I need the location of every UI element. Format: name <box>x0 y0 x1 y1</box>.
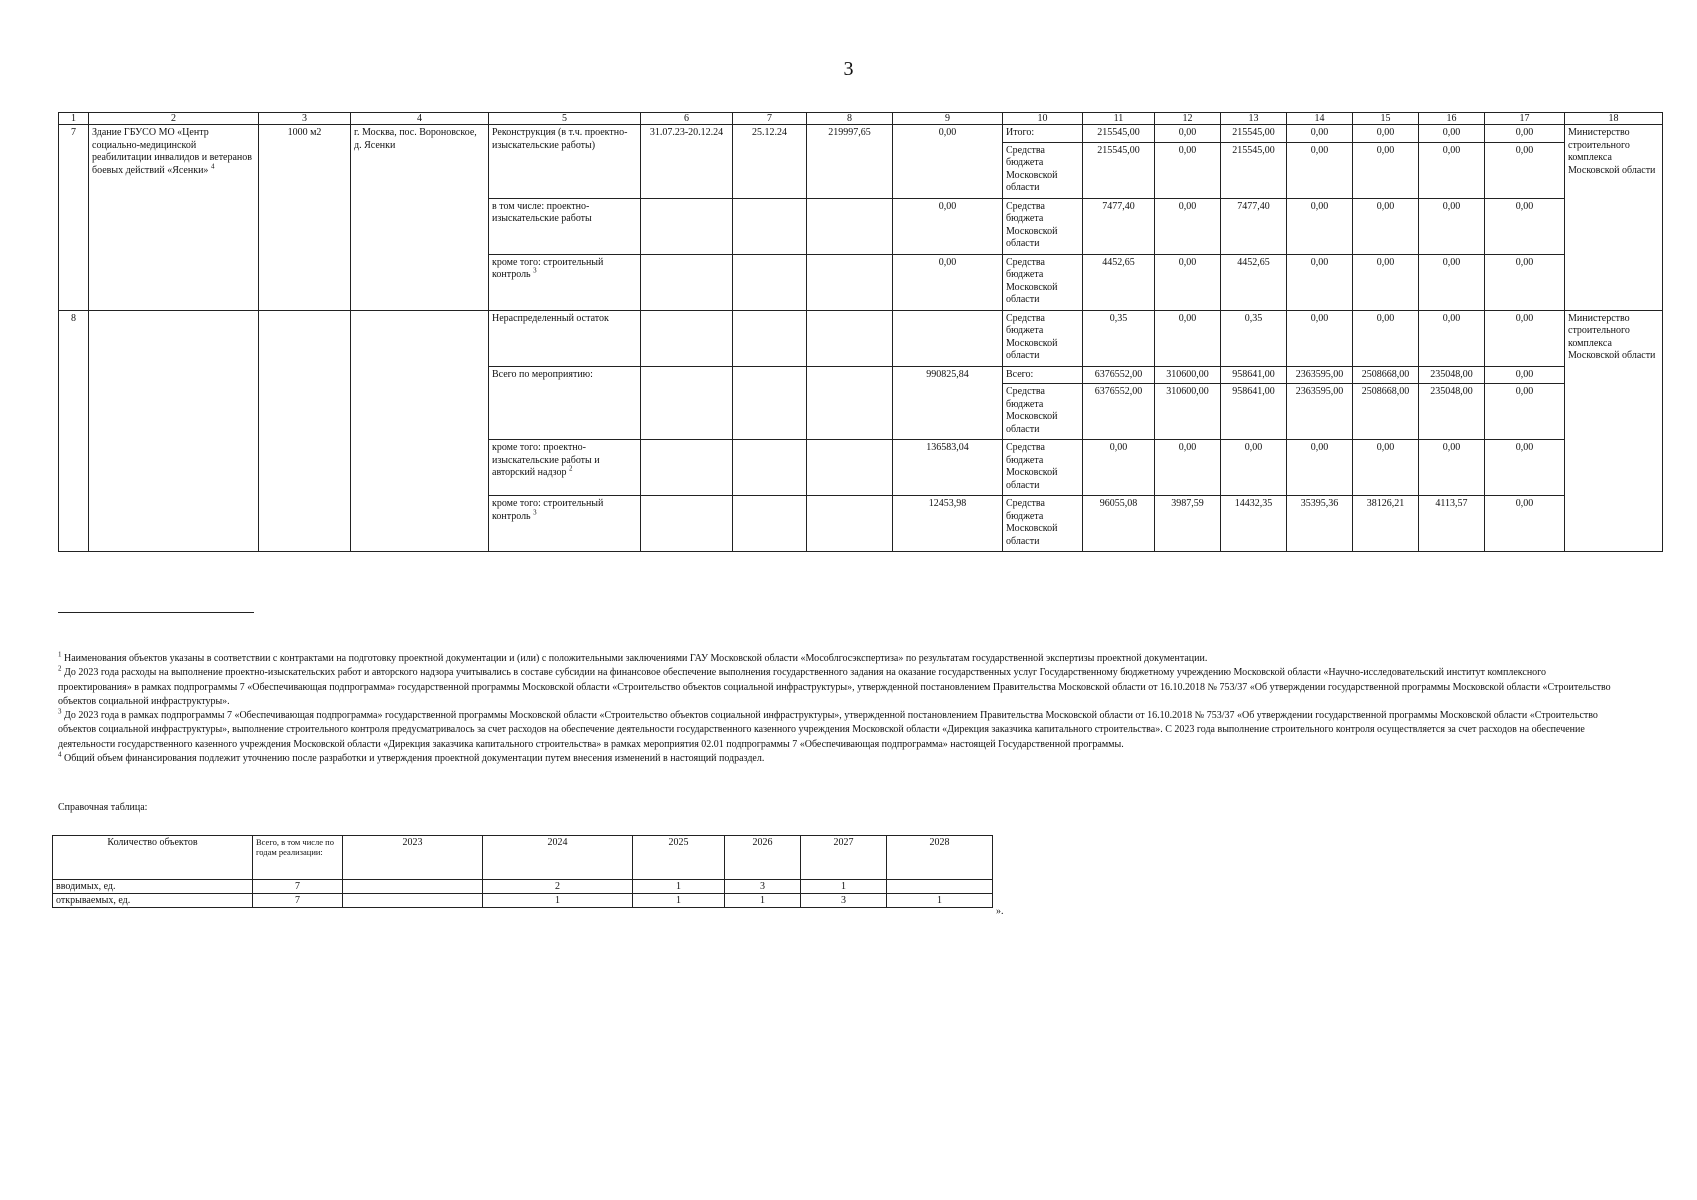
amount-cell: 0,00 <box>1485 366 1565 384</box>
amount-cell: 4452,65 <box>1221 254 1287 310</box>
amount-cell: 0,00 <box>1155 310 1221 366</box>
ref-cell <box>343 894 483 908</box>
funding-source: Средства бюджета Московской области <box>1003 142 1083 198</box>
column-number: 18 <box>1565 113 1663 125</box>
amount-cell: 0,00 <box>1485 384 1565 440</box>
amount-cell: 0,00 <box>1287 440 1353 496</box>
amount-cell: 14432,35 <box>1221 496 1287 552</box>
ref-cell: 1 <box>633 880 725 894</box>
ref-header: 2024 <box>483 836 633 880</box>
footnote: $^4$ Общий объем финансирования подлежит уточнению после разработки и утверждения проектной документации путем внесения изменений в настоящий подраздел. <box>58 750 765 765</box>
object-address <box>351 310 489 552</box>
financed-before: 0,00 <box>893 125 1003 199</box>
financing-table <box>58 112 1663 552</box>
period <box>641 198 733 254</box>
amount-cell: 0,00 <box>1155 198 1221 254</box>
amount-cell: 215545,00 <box>1083 142 1155 198</box>
funding-source: Всего: <box>1003 366 1083 384</box>
amount-cell: 0,00 <box>1419 142 1485 198</box>
ref-cell: 1 <box>801 880 887 894</box>
column-number: 7 <box>733 113 807 125</box>
amount-cell: 310600,00 <box>1155 384 1221 440</box>
amount-cell: 0,00 <box>1485 440 1565 496</box>
amount-cell: 0,00 <box>1287 142 1353 198</box>
funding-source: Средства бюджета Московской области <box>1003 440 1083 496</box>
amount-cell: 0,35 <box>1221 310 1287 366</box>
estimated-cost <box>807 496 893 552</box>
estimated-cost <box>807 198 893 254</box>
ref-cell: 7 <box>253 894 343 908</box>
work-type <box>489 440 641 496</box>
amount-cell: 0,35 <box>1083 310 1155 366</box>
amount-cell: 0,00 <box>1419 254 1485 310</box>
amount-cell: 6376552,00 <box>1083 366 1155 384</box>
amount-cell: 3987,59 <box>1155 496 1221 552</box>
closing-quote: ». <box>996 906 1004 917</box>
work-type-text: кроме того: проектно-изыскательские работы и авторский надзор <box>492 442 600 478</box>
column-number: 3 <box>259 113 351 125</box>
ref-cell <box>343 880 483 894</box>
amount-cell: 35395,36 <box>1287 496 1353 552</box>
column-number: 13 <box>1221 113 1287 125</box>
page-number: 3 <box>843 58 854 80</box>
ref-row-label: вводимых, ед. <box>53 880 253 894</box>
ref-cell: 2 <box>483 880 633 894</box>
object-area <box>259 310 351 552</box>
funding-source: Средства бюджета Московской области <box>1003 310 1083 366</box>
amount-cell: 2508668,00 <box>1353 384 1419 440</box>
amount-cell: 0,00 <box>1155 254 1221 310</box>
reference-table-label: Справочная таблица: <box>58 802 148 813</box>
table-row <box>53 880 993 894</box>
completion-date: 25.12.24 <box>733 125 807 199</box>
footnote: $^2$ До 2023 года расходы на выполнение проектно-изыскательских работ и авторского надзора учитывались в составе субсидии на финансовое обеспечение выполнения государственного задания на оказание государственных услуг Государственному бюджетному учреждению Московской области «Научно-исследовательский институт комплексного проектирования» в рамках подпрограммы 7 «Обеспечивающая подпрограмма» государственной программы Московской области «Строительство объектов социальной инфраструктуры», утвержденной постановлением Правительства Московской области от 16.10.2018 № 753/37 «Об утверждении государственной программы Московской области «Строительство объектов социальной инфраструктуры». <box>58 664 1611 707</box>
ref-cell: 3 <box>801 894 887 908</box>
column-number: 1 <box>59 113 89 125</box>
amount-cell: 0,00 <box>1155 125 1221 143</box>
amount-cell: 0,00 <box>1485 125 1565 143</box>
ref-cell <box>887 880 993 894</box>
amount-cell: 215545,00 <box>1221 125 1287 143</box>
amount-cell: 0,00 <box>1083 440 1155 496</box>
amount-cell: 7477,40 <box>1221 198 1287 254</box>
amount-cell: 0,00 <box>1419 198 1485 254</box>
column-number: 15 <box>1353 113 1419 125</box>
period <box>641 366 733 440</box>
funding-source: Средства бюджета Московской области <box>1003 384 1083 440</box>
footnote-rule <box>58 612 254 613</box>
responsible-body: Министерство строительного комплекса Московской области <box>1565 310 1663 552</box>
object-name-text: Здание ГБУСО МО «Центр социально-медицинской реабилитации инвалидов и ветеранов боевых действий «Ясенки» <box>92 127 253 176</box>
row-number: 7 <box>59 125 89 311</box>
financed-before: 0,00 <box>893 254 1003 310</box>
ref-row-label: открываемых, ед. <box>53 894 253 908</box>
ref-cell: 1 <box>725 894 801 908</box>
work-type-text: Реконструкция (в т.ч. проектно-изыскательские работы) <box>492 127 628 151</box>
amount-cell: 0,00 <box>1155 142 1221 198</box>
ref-header: 2023 <box>343 836 483 880</box>
ref-header: 2026 <box>725 836 801 880</box>
column-number: 9 <box>893 113 1003 125</box>
work-type <box>489 198 641 254</box>
estimated-cost <box>807 310 893 366</box>
object-address: г. Москва, пос. Вороновское, д. Ясенки <box>351 125 489 311</box>
ref-header: 2025 <box>633 836 725 880</box>
estimated-cost: 219997,65 <box>807 125 893 199</box>
amount-cell: 0,00 <box>1485 198 1565 254</box>
estimated-cost <box>807 440 893 496</box>
ref-cell: 1 <box>887 894 993 908</box>
period <box>641 440 733 496</box>
financed-before: 990825,84 <box>893 366 1003 440</box>
amount-cell: 4113,57 <box>1419 496 1485 552</box>
amount-cell: 6376552,00 <box>1083 384 1155 440</box>
ref-header: 2028 <box>887 836 993 880</box>
footnotes <box>58 652 1618 766</box>
column-number: 5 <box>489 113 641 125</box>
amount-cell: 38126,21 <box>1353 496 1419 552</box>
amount-cell: 0,00 <box>1419 440 1485 496</box>
work-type <box>489 366 641 440</box>
financed-before <box>893 310 1003 366</box>
funding-source: Средства бюджета Московской области <box>1003 254 1083 310</box>
amount-cell: 215545,00 <box>1221 142 1287 198</box>
column-number: 2 <box>89 113 259 125</box>
financed-before: 136583,04 <box>893 440 1003 496</box>
period <box>641 496 733 552</box>
amount-cell: 0,00 <box>1485 254 1565 310</box>
amount-cell: 0,00 <box>1419 310 1485 366</box>
funding-source: Средства бюджета Московской области <box>1003 198 1083 254</box>
amount-cell: 215545,00 <box>1083 125 1155 143</box>
responsible-body: Министерство строительного комплекса Московской области <box>1565 125 1663 311</box>
footnote: $^1$ Наименования объектов указаны в соответствии с контрактами на подготовку проектной документации и (или) с положительными заключениями ГАУ Московской области «Мособлгосэкспертиза» по результатам государственной экспертизы проектной документации. <box>58 650 1208 664</box>
completion-date <box>733 366 807 440</box>
financed-before: 0,00 <box>893 198 1003 254</box>
period: 31.07.23-20.12.24 <box>641 125 733 199</box>
ref-cell: 3 <box>725 880 801 894</box>
amount-cell: 96055,08 <box>1083 496 1155 552</box>
amount-cell: 0,00 <box>1353 310 1419 366</box>
footnote: $^3$ До 2023 года в рамках подпрограммы 7 «Обеспечивающая подпрограмма» государственной программы Московской области «Строительство объектов социальной инфраструктуры», утвержденной постановлением Правительства Московской области от 16.10.2018 № 753/37 «Об утверждении государственной программы Московской области «Строительство объектов социальной инфраструктуры», выполнение строительного контроля предусматривалось за счет расходов на обеспечение деятельности государственного казенного учреждения Московской области «Дирекция заказчика капитального строительства». С 2023 года выполнение строительного контроля осуществляется за счет расходов на обеспечение деятельности государственного казенного учреждения Московской области «Дирекция заказчика капитального строительства» в рамках мероприятия 02.01 подпрограммы 7 «Обеспечивающая подпрограмма» настоящей Государственной программы. <box>58 707 1598 750</box>
amount-cell: 0,00 <box>1485 310 1565 366</box>
object-name <box>89 125 259 311</box>
amount-cell: 958641,00 <box>1221 366 1287 384</box>
financed-before: 12453,98 <box>893 496 1003 552</box>
amount-cell: 0,00 <box>1221 440 1287 496</box>
ref-header: Всего, в том числе по годам реализации: <box>253 836 343 880</box>
amount-cell: 0,00 <box>1287 254 1353 310</box>
amount-cell: 310600,00 <box>1155 366 1221 384</box>
amount-cell: 0,00 <box>1155 440 1221 496</box>
amount-cell: 0,00 <box>1419 125 1485 143</box>
ref-header: Количество объектов <box>53 836 253 880</box>
period <box>641 254 733 310</box>
column-number: 16 <box>1419 113 1485 125</box>
table-row <box>53 894 993 908</box>
column-number: 12 <box>1155 113 1221 125</box>
ref-cell: 1 <box>483 894 633 908</box>
row-number: 8 <box>59 310 89 552</box>
work-type-text: Нераспределенный остаток <box>492 312 609 324</box>
table-row <box>59 310 1663 366</box>
amount-cell: 0,00 <box>1353 125 1419 143</box>
amount-cell: 958641,00 <box>1221 384 1287 440</box>
ref-cell: 1 <box>633 894 725 908</box>
object-area: 1000 м2 <box>259 125 351 311</box>
amount-cell: 0,00 <box>1353 254 1419 310</box>
column-number: 8 <box>807 113 893 125</box>
column-number: 17 <box>1485 113 1565 125</box>
amount-cell: 2363595,00 <box>1287 384 1353 440</box>
amount-cell: 235048,00 <box>1419 366 1485 384</box>
column-number: 11 <box>1083 113 1155 125</box>
work-type-text: в том числе: проектно-изыскательские работы <box>492 200 592 224</box>
work-type-text: Всего по мероприятию: <box>492 368 593 380</box>
amount-cell: 0,00 <box>1485 496 1565 552</box>
ref-header: 2027 <box>801 836 887 880</box>
completion-date <box>733 310 807 366</box>
work-type <box>489 254 641 310</box>
completion-date <box>733 198 807 254</box>
column-number: 4 <box>351 113 489 125</box>
amount-cell: 0,00 <box>1353 142 1419 198</box>
amount-cell: 0,00 <box>1287 310 1353 366</box>
completion-date <box>733 254 807 310</box>
ref-cell: 7 <box>253 880 343 894</box>
funding-source: Итого: <box>1003 125 1083 143</box>
work-type <box>489 125 641 199</box>
amount-cell: 4452,65 <box>1083 254 1155 310</box>
amount-cell: 7477,40 <box>1083 198 1155 254</box>
column-number: 14 <box>1287 113 1353 125</box>
estimated-cost <box>807 254 893 310</box>
footnote-ref: 3 <box>533 508 537 517</box>
reference-table <box>52 835 993 908</box>
work-type <box>489 496 641 552</box>
work-type-text: кроме того: строительный контроль <box>492 498 604 522</box>
work-type <box>489 310 641 366</box>
amount-cell: 0,00 <box>1353 198 1419 254</box>
period <box>641 310 733 366</box>
amount-cell: 235048,00 <box>1419 384 1485 440</box>
footnote-ref: 3 <box>533 266 537 275</box>
amount-cell: 2508668,00 <box>1353 366 1419 384</box>
footnote-ref: 2 <box>569 464 573 473</box>
amount-cell: 0,00 <box>1353 440 1419 496</box>
funding-source: Средства бюджета Московской области <box>1003 496 1083 552</box>
amount-cell: 0,00 <box>1287 198 1353 254</box>
column-number: 6 <box>641 113 733 125</box>
amount-cell: 0,00 <box>1485 142 1565 198</box>
amount-cell: 0,00 <box>1287 125 1353 143</box>
column-number: 10 <box>1003 113 1083 125</box>
estimated-cost <box>807 366 893 440</box>
work-type-text: кроме того: строительный контроль <box>492 256 604 280</box>
table-row <box>59 125 1663 143</box>
footnote-ref: 4 <box>210 162 215 171</box>
object-name <box>89 310 259 552</box>
completion-date <box>733 440 807 496</box>
completion-date <box>733 496 807 552</box>
amount-cell: 2363595,00 <box>1287 366 1353 384</box>
